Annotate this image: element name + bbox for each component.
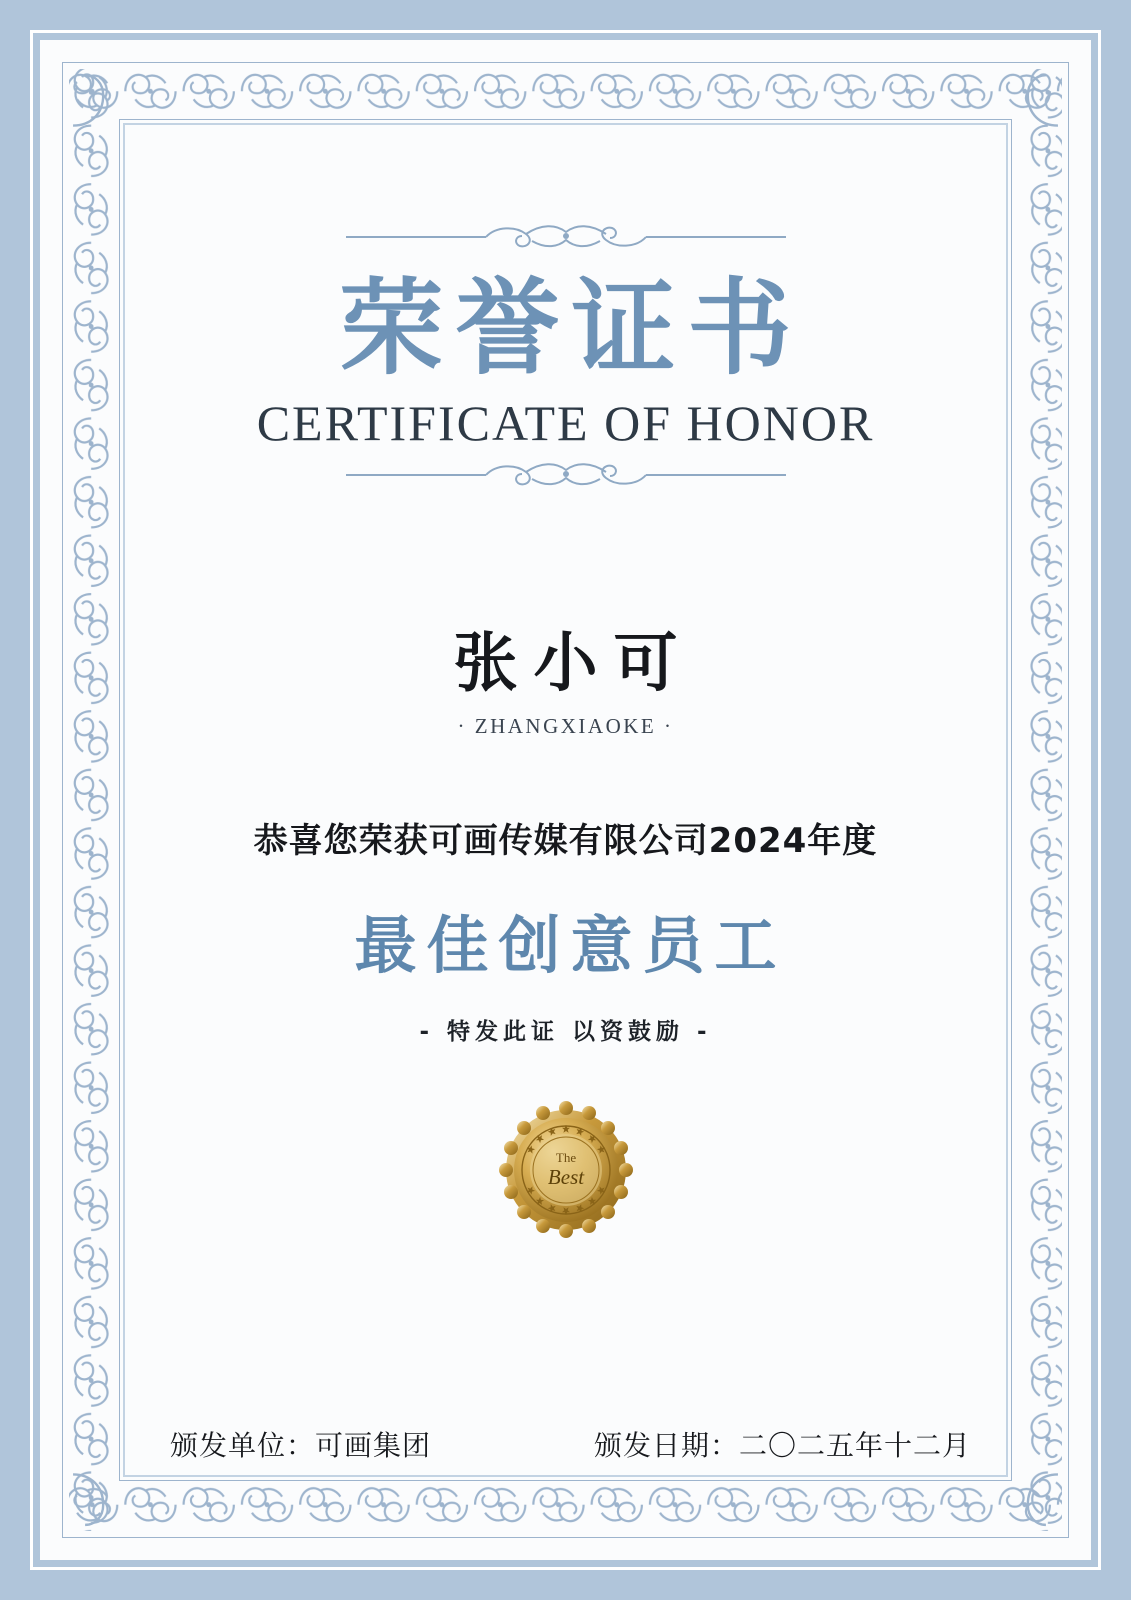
seal-icon [496,1100,636,1240]
ornamental-divider-top-icon [336,220,796,254]
congratulation-line: 恭喜您荣获可画传媒有限公司2024年度 [253,820,878,861]
issuer-label: 颁发单位： [170,1429,316,1462]
page-title-cn: 荣誉证书 [339,266,804,389]
ornamental-divider-bottom-icon [336,458,796,492]
issue-date-value: 二〇二五年十二月 [738,1429,971,1462]
gold-seal-badge [496,1100,636,1240]
issuer-block [170,1424,431,1464]
issue-date-label: 颁发日期： [593,1429,739,1462]
page-title-en: CERTIFICATE OF HONOR [256,394,875,451]
seal-top-text: The [555,1149,576,1165]
award-title: 最佳创意员工 [354,908,787,982]
certificate-content [130,130,1001,1470]
recipient-pinyin: · ZHANGXIAOKE · [457,713,674,738]
seal-main-text: Best [547,1164,584,1189]
certificate-paper [40,40,1091,1560]
motto-text: - 特发此证 以资鼓励 - [419,1018,712,1045]
recipient-name: 张小可 [453,626,694,701]
issue-date-block [594,1424,971,1464]
issuer-value: 可画集团 [315,1429,432,1462]
certificate-footer [100,1424,1031,1464]
